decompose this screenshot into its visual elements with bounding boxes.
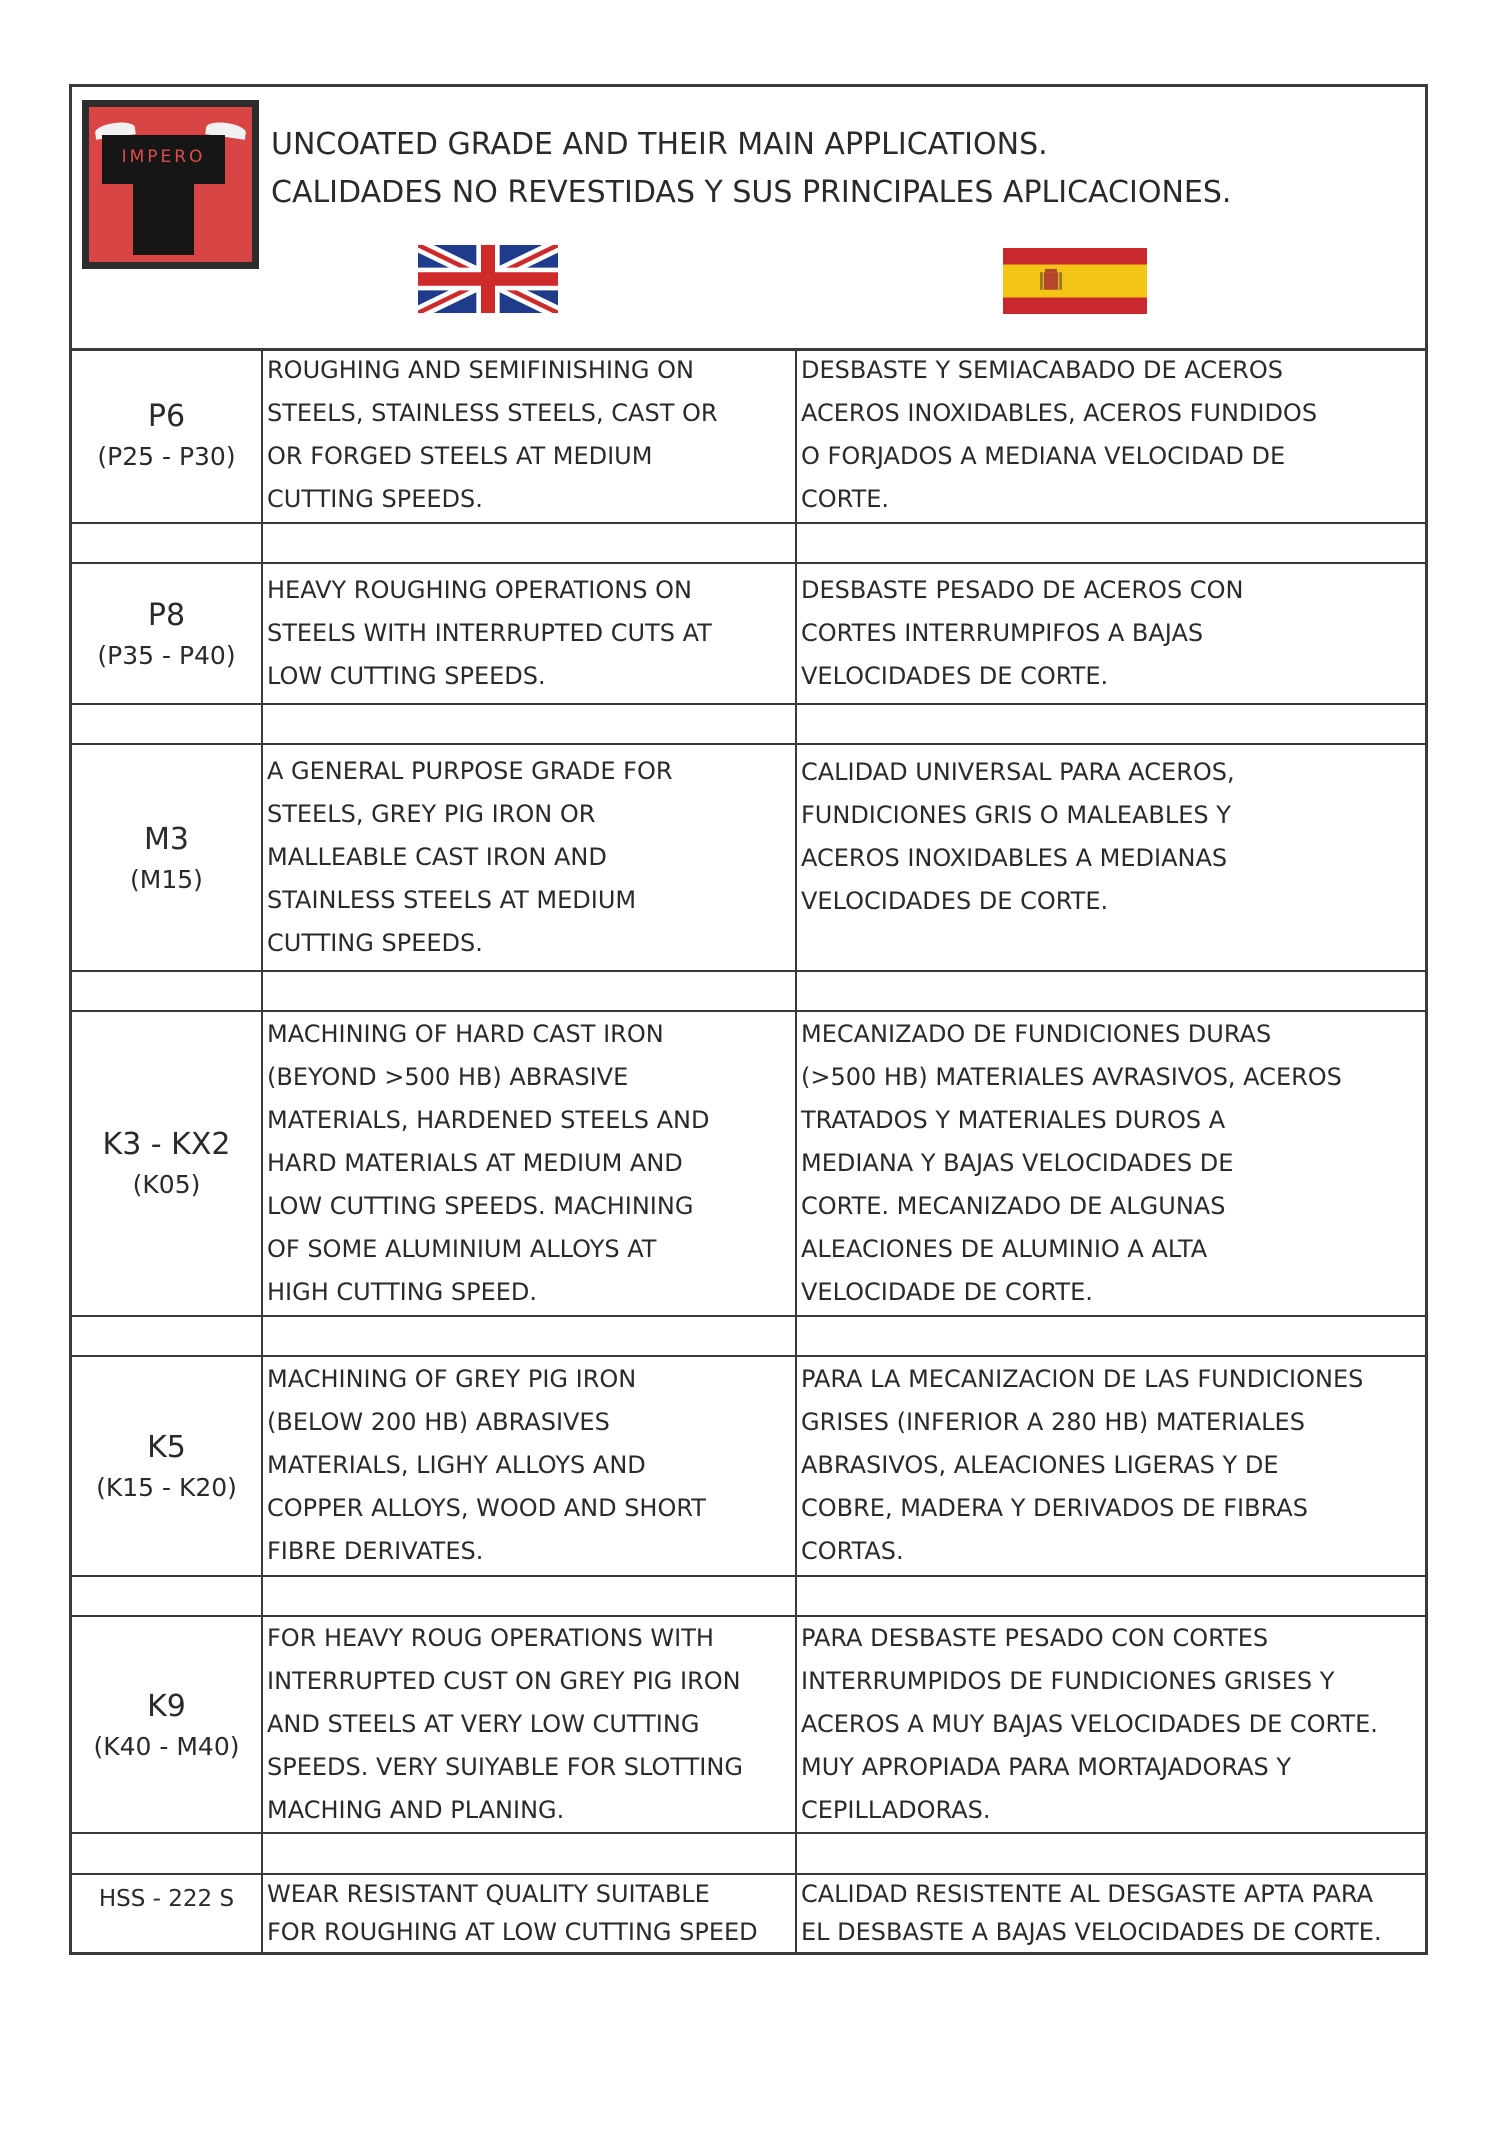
grade-cell	[72, 348, 262, 523]
grade-code: K5	[147, 1429, 186, 1465]
logo-text: IMPERO	[121, 147, 206, 167]
grade-range: (P35 - P40)	[97, 640, 236, 670]
grade-sheet	[69, 84, 1428, 1955]
description-es: CALIDAD UNIVERSAL PARA ACEROS, FUNDICIONES GRIS O MALEABLES Y ACEROS INOXIDABLES A MEDIANAS VELOCIDADES DE CORTE.	[796, 744, 1425, 971]
description-en: ROUGHING AND SEMIFINISHING ON STEELS, STAINLESS STEELS, CAST OR OR FORGED STEELS AT MEDIUM CUTTING SPEEDS.	[262, 348, 796, 523]
grade-range: (M15)	[130, 864, 203, 894]
grade-code: K9	[147, 1688, 186, 1724]
description-es: DESBASTE PESADO DE ACEROS CON CORTES INTERRUMPIFOS A BAJAS VELOCIDADES DE CORTE.	[796, 563, 1425, 705]
uk-flag-icon	[418, 245, 558, 313]
spacer-row	[72, 523, 1425, 563]
table-row	[72, 1874, 1425, 1952]
description-es: PARA DESBASTE PESADO CON CORTES INTERRUMPIDOS DE FUNDICIONES GRISES Y ACEROS A MUY BAJAS VELOCIDADES DE CORTE. MUY APROPIADA PARA MORTAJADORAS Y CEPILLADORAS.	[796, 1616, 1425, 1834]
grade-range: (P25 - P30)	[97, 441, 236, 471]
grade-table	[72, 348, 1425, 1952]
spacer-row	[72, 971, 1425, 1011]
grade-code: HSS - 222 S	[98, 1885, 235, 1912]
impero-logo	[82, 100, 259, 269]
grade-cell	[72, 744, 262, 971]
grade-cell	[72, 563, 262, 705]
grade-range: (K15 - K20)	[96, 1472, 237, 1502]
table-row	[72, 1616, 1425, 1834]
grade-cell	[72, 1616, 262, 1834]
description-es: MECANIZADO DE FUNDICIONES DURAS (>500 HB) MATERIALES AVRASIVOS, ACEROS TRATADOS Y MATERIALES DUROS A MEDIANA Y BAJAS VELOCIDADES DE CORTE. MECANIZADO DE ALGUNAS ALEACIONES DE ALUMINIO A ALTA VELOCIDADE DE CORTE.	[796, 1011, 1425, 1315]
table-row	[72, 348, 1425, 523]
table-row	[72, 563, 1425, 705]
title-english: UNCOATED GRADE AND THEIR MAIN APPLICATIONS.	[271, 127, 1048, 162]
grade-code: K3 - KX2	[102, 1127, 231, 1163]
grade-range: (K05)	[132, 1170, 201, 1200]
grade-code: P8	[147, 597, 186, 633]
sheet-header	[72, 87, 1425, 351]
spain-flag-icon	[1003, 248, 1147, 314]
table-row	[72, 744, 1425, 971]
description-en: WEAR RESISTANT QUALITY SUITABLE FOR ROUGHING AT LOW CUTTING SPEED	[262, 1874, 796, 1952]
grade-cell	[72, 1011, 262, 1315]
description-en: MACHINING OF HARD CAST IRON (BEYOND >500 HB) ABRASIVE MATERIALS, HARDENED STEELS AND HARD MATERIALS AT MEDIUM AND LOW CUTTING SPEEDS. MACHINING OF SOME ALUMINIUM ALLOYS AT HIGH CUTTING SPEED.	[262, 1011, 796, 1315]
spacer-row	[72, 1316, 1425, 1356]
description-en: HEAVY ROUGHING OPERATIONS ON STEELS WITH INTERRUPTED CUTS AT LOW CUTTING SPEEDS.	[262, 563, 796, 705]
table-row	[72, 1356, 1425, 1576]
table-row	[72, 1011, 1425, 1315]
grade-code: P6	[147, 398, 186, 434]
description-es: CALIDAD RESISTENTE AL DESGASTE APTA PARA EL DESBASTE A BAJAS VELOCIDADES DE CORTE.	[796, 1874, 1425, 1952]
grade-cell	[72, 1356, 262, 1576]
title-spanish: CALIDADES NO REVESTIDAS Y SUS PRINCIPALES APLICACIONES.	[271, 175, 1232, 210]
grade-cell	[72, 1874, 262, 1952]
spacer-row	[72, 1833, 1425, 1873]
grade-code: M3	[144, 821, 189, 857]
grade-range: (K40 - M40)	[93, 1731, 240, 1761]
description-en: MACHINING OF GREY PIG IRON (BELOW 200 HB) ABRASIVES MATERIALS, LIGHY ALLOYS AND COPPER ALLOYS, WOOD AND SHORT FIBRE DERIVATES.	[262, 1356, 796, 1576]
spacer-row	[72, 1576, 1425, 1616]
description-en: A GENERAL PURPOSE GRADE FOR STEELS, GREY PIG IRON OR MALLEABLE CAST IRON AND STAINLESS STEELS AT MEDIUM CUTTING SPEEDS.	[262, 744, 796, 971]
description-es: PARA LA MECANIZACION DE LAS FUNDICIONES GRISES (INFERIOR A 280 HB) MATERIALES ABRASIVOS, ALEACIONES LIGERAS Y DE COBRE, MADERA Y DERIVADOS DE FIBRAS CORTAS.	[796, 1356, 1425, 1576]
description-es: DESBASTE Y SEMIACABADO DE ACEROS ACEROS INOXIDABLES, ACEROS FUNDIDOS O FORJADOS A MEDIANA VELOCIDAD DE CORTE.	[796, 348, 1425, 523]
spacer-row	[72, 704, 1425, 744]
description-en: FOR HEAVY ROUG OPERATIONS WITH INTERRUPTED CUST ON GREY PIG IRON AND STEELS AT VERY LOW CUTTING SPEEDS. VERY SUIYABLE FOR SLOTTING MACHING AND PLANING.	[262, 1616, 796, 1834]
